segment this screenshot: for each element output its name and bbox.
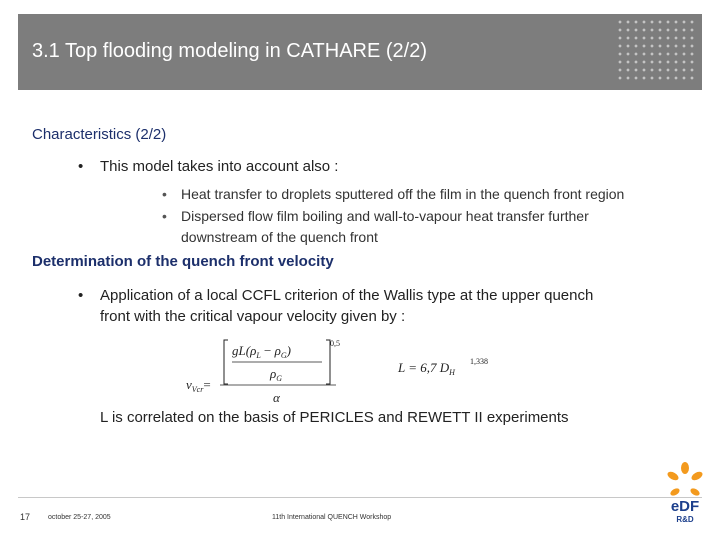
formula-exponent: 0,5 (330, 339, 340, 348)
footer-date: october 25-27, 2005 (48, 514, 111, 521)
formula-denominator: $\rho_G$ (270, 366, 283, 383)
correlation-note: L is correlated on the basis of PERICLES and REWETT II experiments (100, 409, 569, 426)
bullet-text: This model takes into account also : (100, 158, 339, 175)
header-dot-pattern (616, 18, 696, 84)
section-heading-characteristics: Characteristics (2/2) (32, 126, 167, 143)
slide-number: 17 (20, 512, 31, 522)
subbullet-continuation: downstream of the quench front (181, 229, 378, 245)
bullet-dot-icon: • (162, 208, 167, 224)
formula-lhs: $v_{Vcr}=$ (186, 377, 211, 394)
subbullet-text: Heat transfer to droplets sputtered off the film in the quench front region (181, 186, 625, 202)
subbullet-text: Dispersed flow film boiling and wall-to-vapour heat transfer further (181, 208, 589, 224)
subbullet-dispersed-flow (162, 206, 589, 248)
bullet-text-line2: front with the critical vapour velocity given by : (100, 308, 406, 325)
slide-title: 3.1 Top flooding modeling in CATHARE (2/2) (32, 40, 428, 62)
ccfl-formula (180, 338, 510, 410)
section-heading-quench-velocity: Determination of the quench front velocity (32, 253, 334, 270)
footer-divider (18, 497, 702, 498)
formula-numerator: $gL(\rho_L - \rho_G)$ (232, 343, 291, 360)
bullet-dot-icon: • (78, 158, 84, 175)
bullet-dot-icon: • (162, 186, 167, 202)
logo-subtext: R&D (676, 515, 694, 524)
formula-l-correlation: L = 6,7 $D_H$ (398, 360, 455, 377)
slide-header (18, 14, 702, 90)
edf-logo-icon (663, 462, 707, 524)
edf-sunburst (666, 462, 704, 497)
bullet-model (78, 156, 338, 177)
bullet-dot-icon: • (78, 287, 84, 304)
logo-text: eDF (670, 498, 700, 515)
left-bracket (224, 340, 228, 384)
subbullet-heat-transfer (162, 184, 624, 205)
formula-alpha: α (273, 390, 280, 405)
formula-l-exponent: 1,338 (470, 357, 488, 366)
bullet-text-line1: Application of a local CCFL criterion of the Wallis type at the upper quench (100, 287, 594, 304)
bullet-ccfl (78, 285, 593, 327)
footer-workshop: 11th International QUENCH Workshop (272, 514, 392, 521)
